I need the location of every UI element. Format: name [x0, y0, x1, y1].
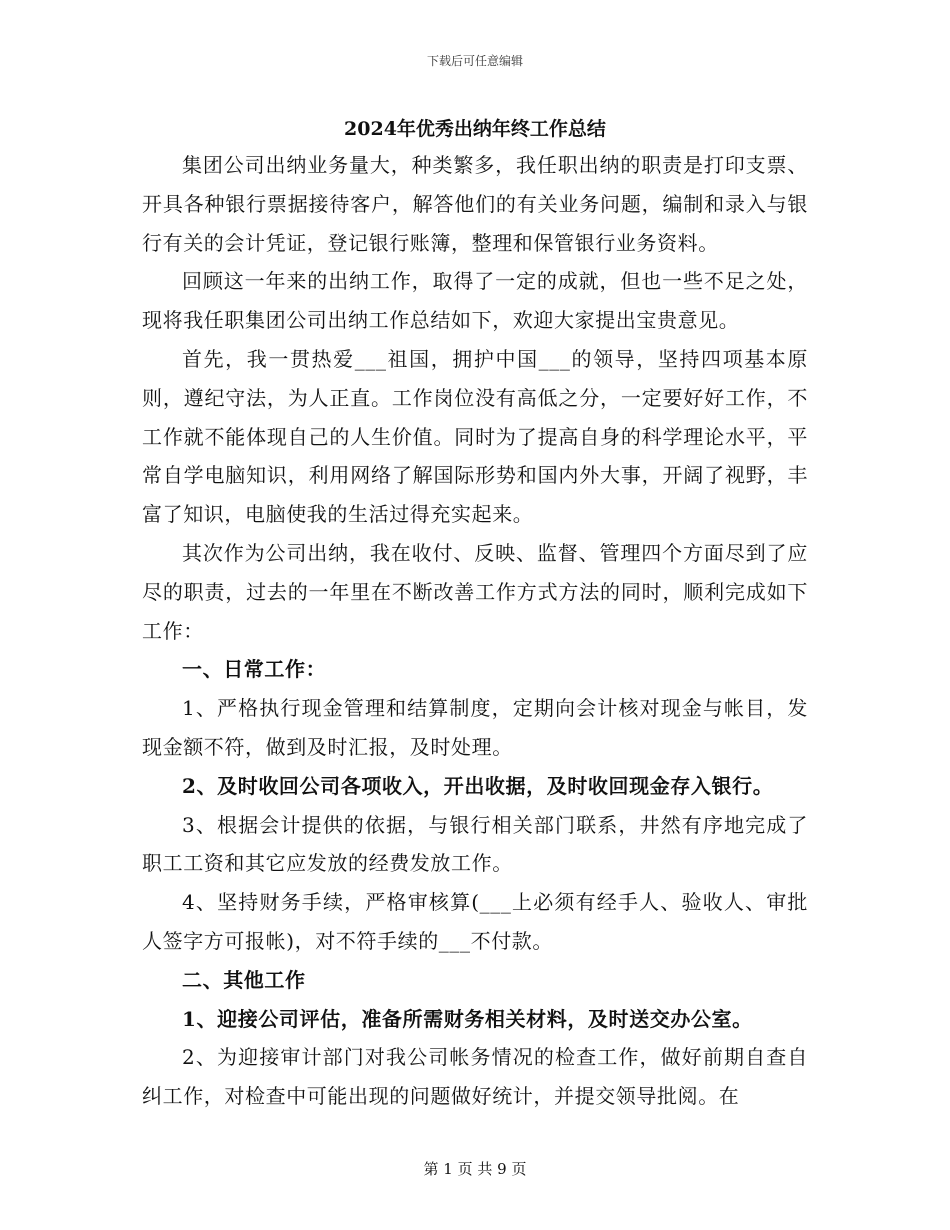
page-header-note: 下载后可任意编辑 — [426, 54, 523, 68]
list-item-1: 1、严格执行现金管理和结算制度，定期向会计核对现金与帐目，发现金额不符，做到及时汇报，及时处理。 — [142, 696, 808, 759]
document-body — [142, 146, 808, 1116]
document-title: 2024年优秀出纳年终工作总结 — [344, 118, 606, 140]
section-heading-daily-work: 一、日常工作： — [182, 657, 327, 682]
list-item-2: 2、及时收回公司各项收入，开出收据，及时收回现金存入银行。 — [182, 773, 774, 798]
paragraph-second: 其次作为公司出纳，我在收付、反映、监督、管理四个方面尽到了应尽的职责，过去的一年里在不断改善工作方式方法的同时，顺利完成如下工作： — [142, 540, 808, 643]
paragraph-intro: 集团公司出纳业务量大，种类繁多，我任职出纳的职责是打印支票、开具各种银行票据接待客户，解答他们的有关业务问题，编制和录入与银行有关的会计凭证，登记银行账簿，整理和保管银行业务资料。 — [142, 153, 808, 255]
paragraph-review: 回顾这一年来的出纳工作，取得了一定的成就，但也一些不足之处，现将我任职集团公司出纳工作总结如下，欢迎大家提出宝贵意见。 — [142, 269, 808, 333]
other-item-2: 2、为迎接审计部门对我公司帐务情况的检查工作，做好前期自查自纠工作，对检查中可能出现的问题做好统计，并提交领导批阅。在 — [142, 1045, 808, 1109]
section-heading-other-work: 二、其他工作 — [182, 967, 306, 992]
page-footer-number: 第 1 页 共 9 页 — [423, 1160, 527, 1178]
paragraph-first: 首先，我一贯热爱___祖国，拥护中国___的领导，坚持四项基本原则，遵纪守法，为人正直。工作岗位没有高低之分，一定要好好工作，不工作就不能体现自己的人生价值。同时为了提高自身的科学理论水平，平常自学电脑知识，利用网络了解国际形势和国内外大事，开阔了视野，丰富了知识，电脑使我的生活过得充实起来。 — [142, 346, 808, 527]
list-item-4: 4、坚持财务手续，严格审核算(___上必须有经手人、验收人、审批人签字方可报帐)，对不符手续的___不付款。 — [142, 890, 808, 953]
other-item-1: 1、迎接公司评估，准备所需财务相关材料，及时送交办公室。 — [182, 1006, 753, 1031]
list-item-3: 3、根据会计提供的依据，与银行相关部门联系，井然有序地完成了职工工资和其它应发放的经费发放工作。 — [142, 812, 808, 876]
